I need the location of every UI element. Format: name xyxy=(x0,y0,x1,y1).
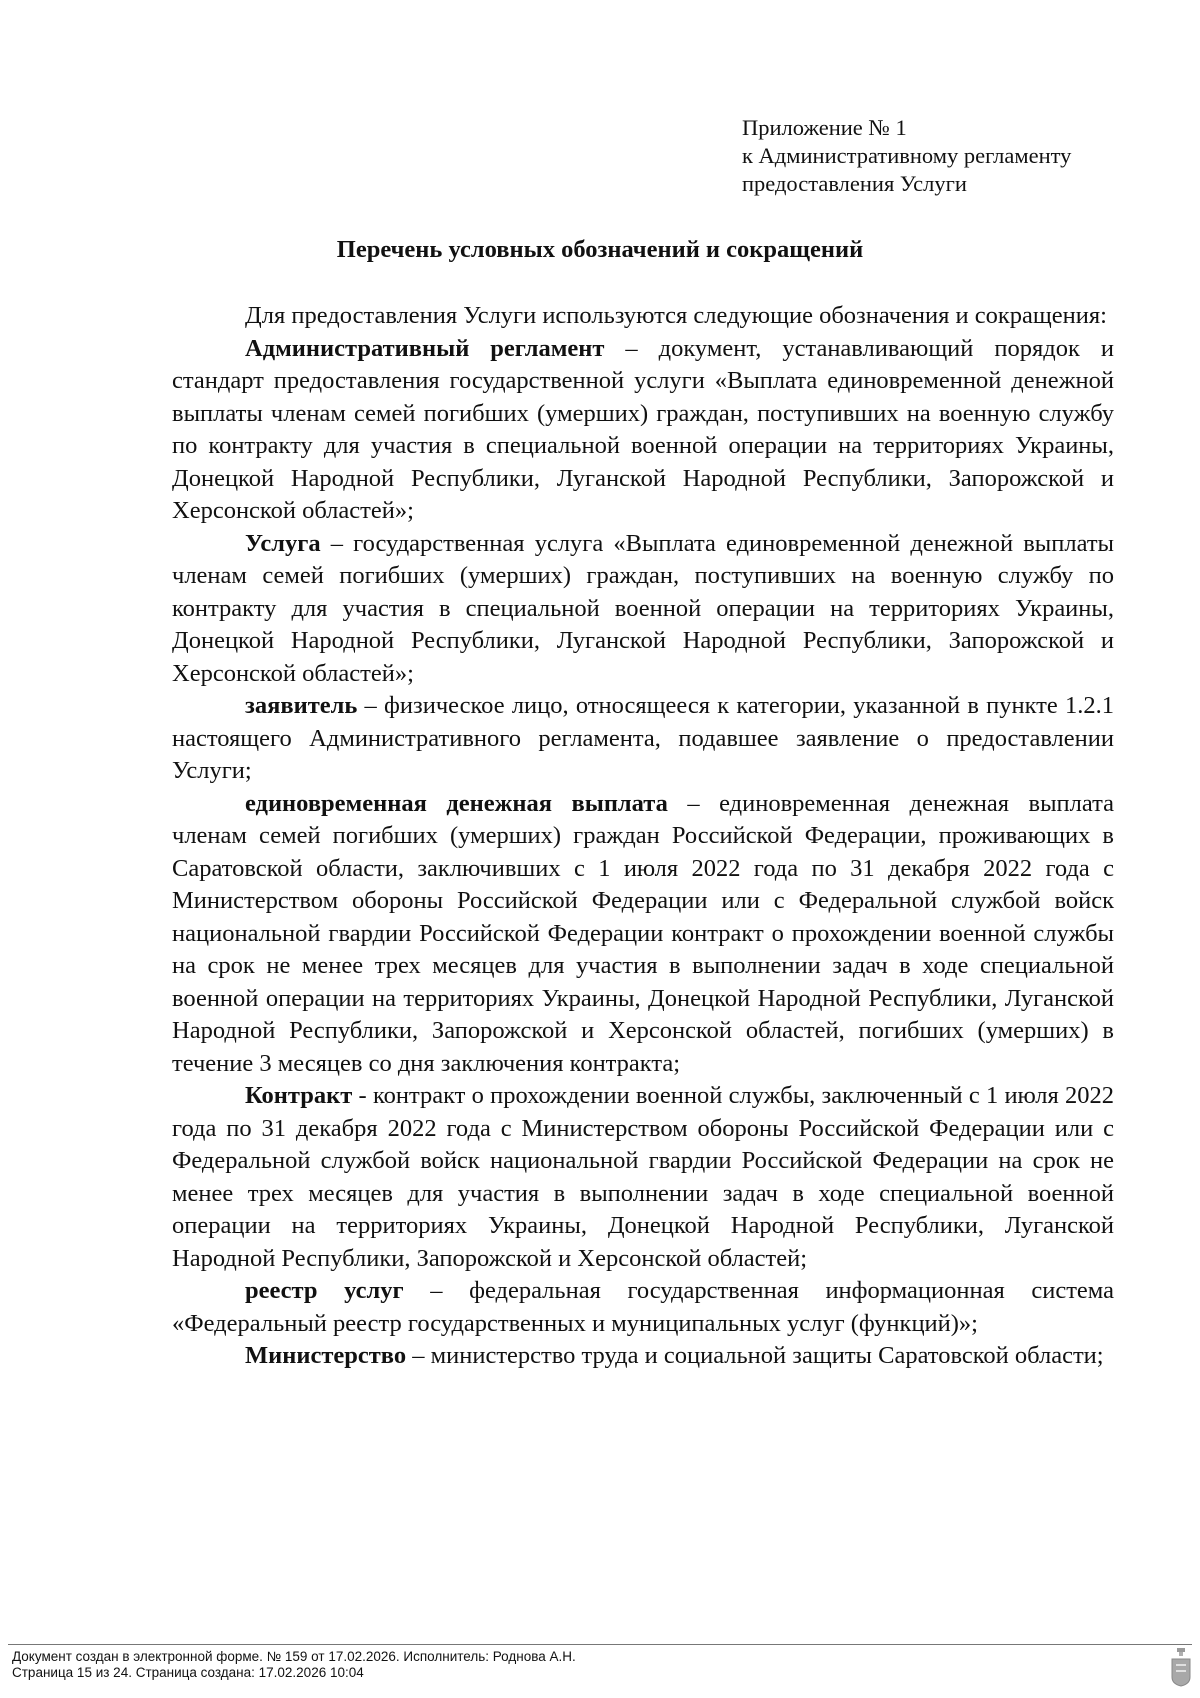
coat-of-arms-icon xyxy=(1170,1647,1192,1687)
appendix-line-2: к Административному регламенту xyxy=(742,143,1072,168)
definition-paragraph xyxy=(172,333,1114,528)
appendix-header xyxy=(742,114,1071,198)
definition-text: - контракт о прохождении военной службы, заключенный с 1 июля 2022 года по 31 декабря 2022 года с Министерством обороны Российской Федерации или с Федеральной службой войск национальной гвардии Российской Федерации на срок не менее трех месяцев для участия в выполнении задач в ходе специальной военной операции на территориях Украины, Донецкой Народной Республики, Луганской Народной Республики, Запорожской и Херсонской областей; xyxy=(172,1082,1114,1272)
definition-term: Услуга xyxy=(245,529,321,557)
definition-term: Административный регламент xyxy=(245,334,605,362)
definition-paragraph xyxy=(172,788,1114,1081)
definition-text: – единовременная денежная выплата членам семей погибших (умерших) граждан Российской Федерации, проживающих в Саратовской области, заключивших с 1 июля 2022 года по 31 декабря 2022 года с Министерством обороны Российской Федерации или с Федеральной службой войск национальной гвардии Российской Федерации контракт о прохождении военной службы на срок не менее трех месяцев для участия в выполнении задач в ходе специальной военной операции на территориях Украины, Донецкой Народной Республики, Луганской Народной Республики, Запорожской и Херсонской областей, погибших (умерших) в течение 3 месяцев со дня заключения контракта; xyxy=(172,789,1114,1077)
definition-paragraph xyxy=(172,528,1114,691)
definition-term: Министерство xyxy=(245,1342,407,1369)
definition-term: заявитель xyxy=(245,692,358,719)
definition-text: – министерство труда и социальной защиты Саратовской области; xyxy=(406,1342,1104,1369)
definition-text: – документ, устанавливающий порядок и стандарт предоставления государственной услуги «Выплата единовременной денежной выплаты членам семей погибших (умерших) граждан, поступивших на военную службу по контракту для участия в специальной военной операции на территориях Украины, Донецкой Народной Республики, Луганской Народной Республики, Запорожской и Херсонской областей»; xyxy=(172,334,1115,524)
document-title: Перечень условных обозначений и сокращений xyxy=(336,236,864,263)
footer-divider xyxy=(8,1644,1192,1645)
definition-paragraph xyxy=(172,690,1114,788)
definition-term: единовременная денежная выплата xyxy=(245,789,668,817)
appendix-line-1: Приложение № 1 xyxy=(742,115,907,140)
appendix-line-3: предоставления Услуги xyxy=(742,171,967,196)
definition-paragraph xyxy=(172,1275,1114,1340)
definition-text: – государственная услуга «Выплата единовременной денежной выплаты членам семей погибших (умерших) граждан, поступивших на военную службу по контракту для участия в специальной военной операции на территориях Украины, Донецкой Народной Республики, Луганской Народной Республики, Запорожской и Херсонской областей»; xyxy=(172,529,1114,687)
definition-text: – физическое лицо, относящееся к категории, указанной в пункте 1.2.1 настоящего Административного регламента, подавшее заявление о предоставлении Услуги; xyxy=(172,692,1114,784)
definition-paragraph xyxy=(172,1340,1114,1373)
document-footer xyxy=(12,1649,576,1681)
footer-line-1: Документ создан в электронной форме. № 159 от 17.02.2026. Исполнитель: Роднова А.Н. xyxy=(12,1649,576,1664)
document-body xyxy=(172,300,1114,1373)
definition-term: реестр услуг xyxy=(245,1277,404,1304)
footer-line-2: Страница 15 из 24. Страница создана: 17.02.2026 10:04 xyxy=(12,1665,364,1680)
definition-paragraph xyxy=(172,1080,1114,1275)
definition-term: Контракт xyxy=(245,1082,353,1109)
definition-text: – федеральная государственная информационная система «Федеральный реестр государственных и муниципальных услуг (функций)»; xyxy=(172,1277,1114,1337)
intro-paragraph: Для предоставления Услуги используются следующие обозначения и сокращения: xyxy=(245,302,1107,329)
